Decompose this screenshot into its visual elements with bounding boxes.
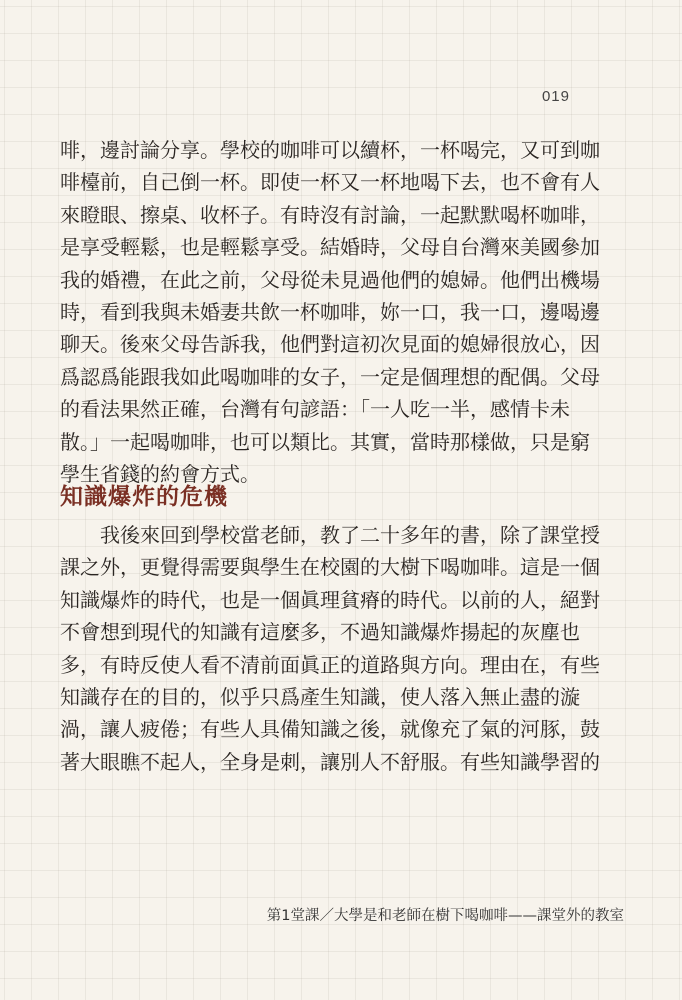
text-line: 啡檯前，自己倒一杯。即使一杯又一杯地喝下去，也不會有人 [60,170,600,195]
page-number: 019 [541,88,570,105]
text-line: 我的婚禮，在此之前，父母從未見過他們的媳婦。他們出機場 [60,267,600,292]
text-line: 著大眼瞧不起人，全身是刺，讓別人不舒服。有些知識學習的 [60,749,600,774]
text-line: 知識爆炸的時代，也是一個眞理貧瘠的時代。以前的人，絕對 [60,587,600,612]
text-line: 渦，讓人疲倦；有些人具備知識之後，就像充了氣的河豚，鼓 [60,717,600,742]
text-line: 來瞪眼、擦桌、收杯子。有時沒有討論，一起默默喝杯咖啡， [60,202,600,227]
text-line: 學生省錢的約會方式。 [60,462,260,487]
text-line: 是享受輕鬆，也是輕鬆享受。結婚時，父母自台灣來美國參加 [60,235,600,260]
text-line: 我後來回到學校當老師，教了二十多年的書，除了課堂授 [60,523,600,547]
text-line: 課之外，更覺得需要與學生在校園的大樹下喝咖啡。這是一個 [60,555,600,580]
running-footer: 第1堂課／大學是和老師在樹下喝咖啡——課堂外的教室 [266,908,624,924]
text-line: 時，看到我與未婚妻共飲一杯咖啡，妳一口，我一口，邊喝邊 [60,300,600,325]
text-line: 知識存在的目的，似乎只爲產生知識，使人落入無止盡的漩 [60,685,580,710]
text-line: 聊天。後來父母告訴我，他們對這初次見面的媳婦很放心，因 [60,332,600,357]
text-line: 散。」一起喝咖啡，也可以類比。其實，當時那樣做，只是窮 [60,429,590,454]
text-line: 不會想到現代的知識有這麼多，不過知識爆炸揚起的灰塵也 [60,620,580,645]
text-line: 啡，邊討論分享。學校的咖啡可以續杯，一杯喝完，又可到咖 [60,138,600,162]
section-heading: 知識爆炸的危機 [60,484,228,510]
body-paragraph-1 [60,134,600,490]
text-line: 爲認爲能跟我如此喝咖啡的女子，一定是個理想的配偶。父母 [60,364,600,389]
text-line: 的看法果然正確，台灣有句諺語：「一人吃一半，感情卡未 [60,397,570,422]
body-paragraph-2 [60,519,600,778]
text-line: 多，有時反使人看不清前面眞正的道路與方向。理由在，有些 [60,652,600,677]
